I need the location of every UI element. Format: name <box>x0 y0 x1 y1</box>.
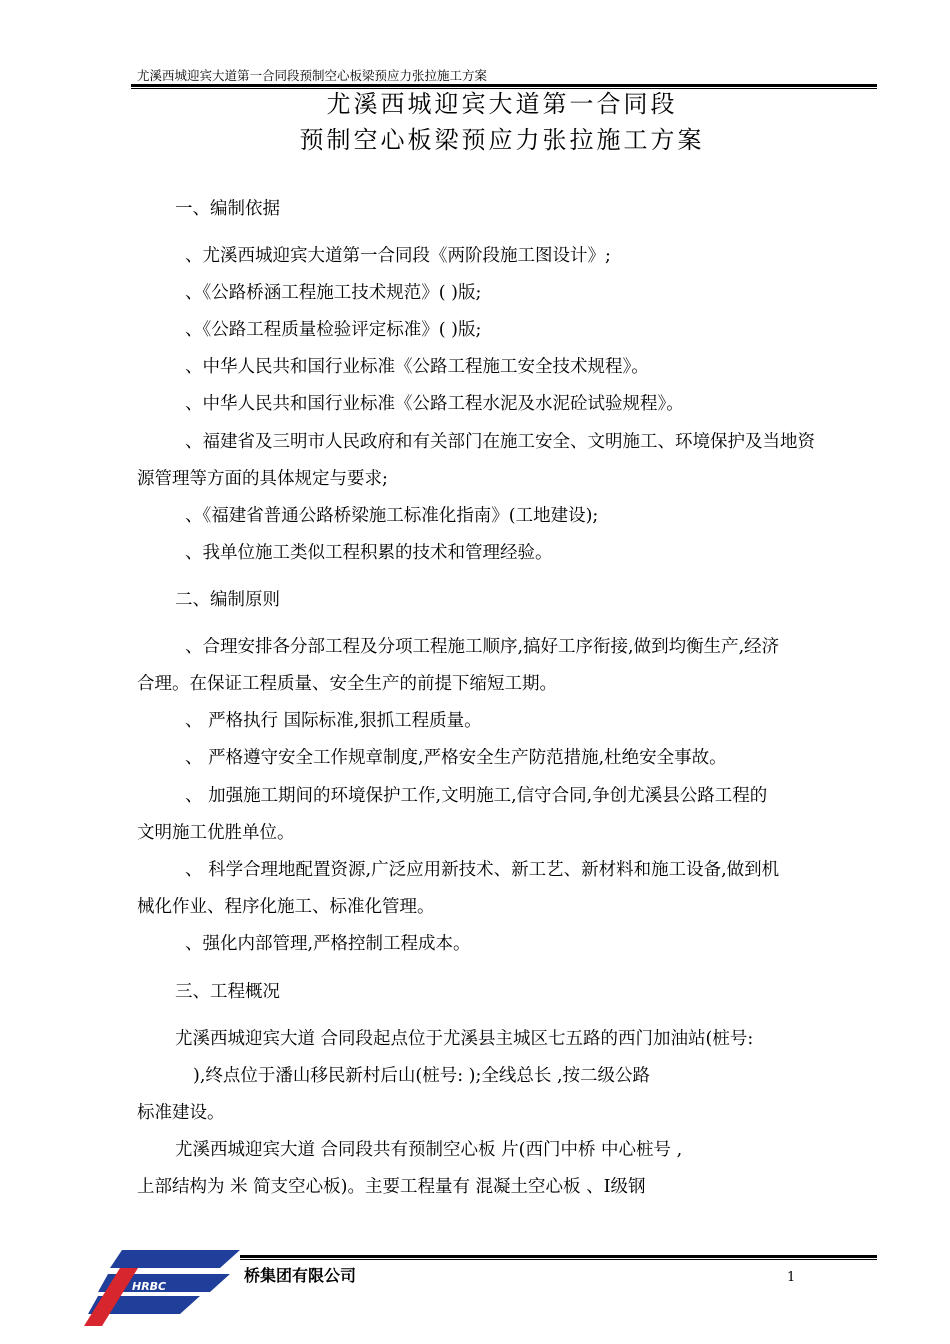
paragraph-line: 尤溪西城迎宾大道 合同段共有预制空心板 片(西门中桥 中心桩号 , <box>175 1140 683 1160</box>
logo-text: HRBC <box>132 1280 167 1293</box>
list-item-continuation: 文明施工优胜单位。 <box>137 823 295 843</box>
section-heading-basis: 一、编制依据 <box>175 199 280 219</box>
paragraph-line: 标准建设。 <box>137 1103 225 1123</box>
company-name: 桥集团有限公司 <box>244 1266 357 1285</box>
list-item: 、 严格遵守安全工作规章制度,严格安全生产防范措施,杜绝安全事故。 <box>185 748 727 768</box>
hrbc-logo <box>80 1248 240 1328</box>
list-item: 、《福建省普通公路桥梁施工标准化指南》(工地建设); <box>185 506 599 526</box>
paragraph-line: ),终点位于潘山移民新村后山(桩号: );全线总长 ,按二级公路 <box>193 1066 651 1086</box>
list-item: 、中华人民共和国行业标准《公路工程施工安全技术规程》。 <box>185 357 649 377</box>
document-title-line1: 尤溪西城迎宾大道第一合同段 <box>326 90 678 118</box>
paragraph-line: 上部结构为 米 简支空心板)。主要工程量有 混凝土空心板 、Ⅰ级钢 <box>137 1177 646 1197</box>
list-item: 、 严格执行 国际标准,狠抓工程质量。 <box>185 711 482 731</box>
section-heading-overview: 三、工程概况 <box>175 982 280 1002</box>
footer-rule <box>240 1255 877 1258</box>
footer-rule-thin <box>240 1259 877 1260</box>
list-item: 、强化内部管理,严格控制工程成本。 <box>185 934 471 954</box>
document-title-line2: 预制空心板梁预应力张拉施工方案 <box>299 126 705 154</box>
list-item: 、尤溪西城迎宾大道第一合同段《两阶段施工图设计》; <box>185 246 611 266</box>
list-item: 、《公路工程质量检验评定标准》( )版; <box>185 320 482 340</box>
list-item: 、《公路桥涵工程施工技术规范》( )版; <box>185 283 482 303</box>
list-item: 、 加强施工期间的环境保护工作,文明施工,信守合同,争创尤溪县公路工程的 <box>185 786 768 806</box>
page-number: 1 <box>787 1270 796 1285</box>
list-item: 、合理安排各分部工程及分项工程施工顺序,搞好工序衔接,做到均衡生产,经济 <box>185 637 780 657</box>
list-item: 、中华人民共和国行业标准《公路工程水泥及水泥砼试验规程》。 <box>185 394 684 414</box>
running-header: 尤溪西城迎宾大道第一合同段预制空心板梁预应力张拉施工方案 <box>137 68 488 83</box>
list-item-continuation: 械化作业、程序化施工、标准化管理。 <box>137 897 435 917</box>
list-item: 、福建省及三明市人民政府和有关部门在施工安全、文明施工、环境保护及当地资 <box>185 432 815 452</box>
list-item-continuation: 合理。在保证工程质量、安全生产的前提下缩短工期。 <box>137 674 557 694</box>
section-heading-principles: 二、编制原则 <box>175 590 280 610</box>
paragraph-line: 尤溪西城迎宾大道 合同段起点位于尤溪县主城区七五路的西门加油站(桩号: <box>175 1029 754 1049</box>
list-item: 、 科学合理地配置资源,广泛应用新技术、新工艺、新材料和施工设备,做到机 <box>185 860 780 880</box>
list-item-continuation: 源管理等方面的具体规定与要求; <box>137 469 388 489</box>
list-item: 、我单位施工类似工程积累的技术和管理经验。 <box>185 543 553 563</box>
